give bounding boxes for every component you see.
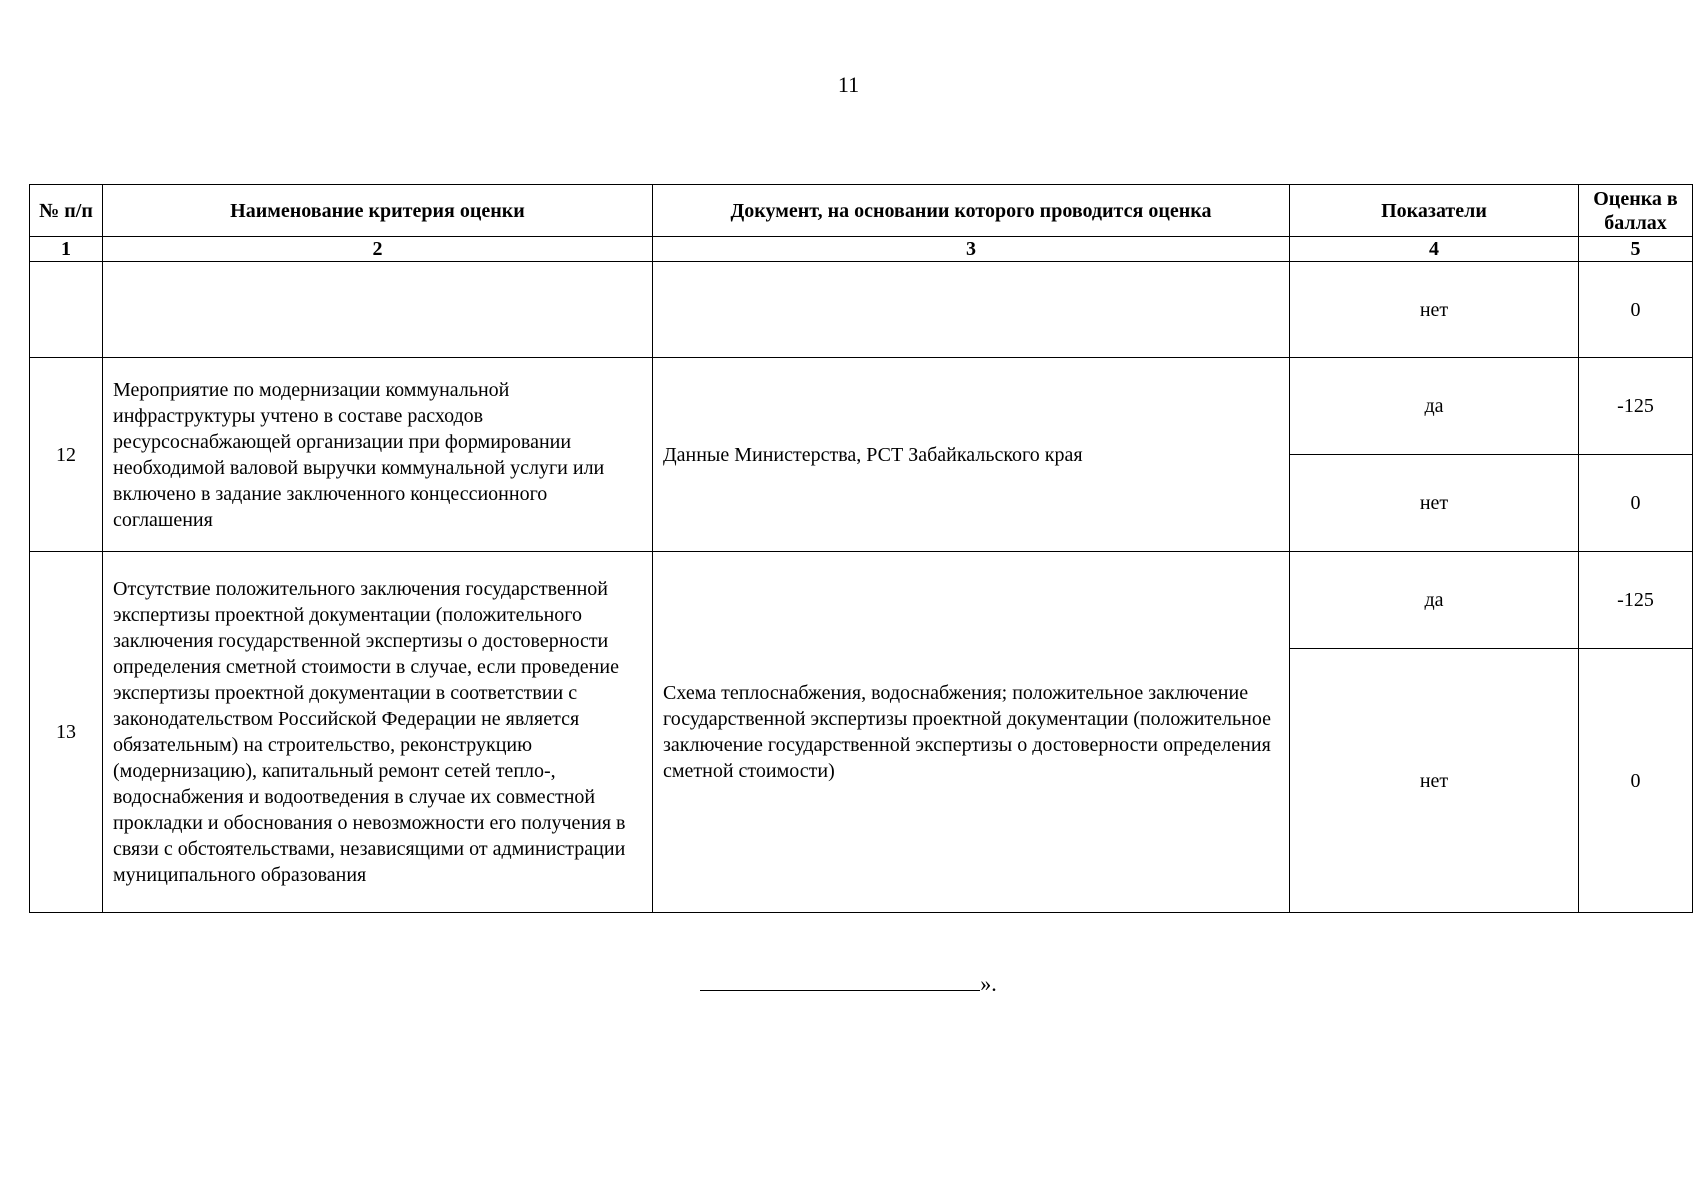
score-cell: 0 [1579,649,1693,913]
indicator-cell: нет [1290,455,1579,552]
column-number: 2 [103,237,653,262]
indicator-cell: нет [1290,262,1579,358]
header-document: Документ, на основании которого проводится оценка [653,185,1290,237]
document-cell [653,262,1290,358]
column-number-row [30,237,1693,262]
table-row-12-yes [30,358,1693,455]
column-number: 5 [1579,237,1693,262]
row-number-cell: 12 [30,358,103,552]
indicator-cell: да [1290,358,1579,455]
score-cell: 0 [1579,455,1693,552]
row-number-cell [30,262,103,358]
score-cell: 0 [1579,262,1693,358]
header-indicators: Показатели [1290,185,1579,237]
column-number: 1 [30,237,103,262]
header-number: № п/п [30,185,103,237]
table-row-13-yes [30,552,1693,649]
score-cell: -125 [1579,358,1693,455]
closing-line [0,970,1697,997]
indicator-cell: да [1290,552,1579,649]
criteria-table [29,184,1693,913]
score-cell: -125 [1579,552,1693,649]
page-number: 11 [837,72,860,97]
criterion-cell [103,262,653,358]
criterion-cell: Отсутствие положительного заключения государственной экспертизы проектной документации (положительного заключения государственной экспертизы о достоверности определения сметной стоимости в случае, если проведение экспертизы проектной документации в соответствии с законодательством Российской Федерации не является обязательным) на строительство, реконструкцию (модернизацию), капитальный ремонт сетей тепло-, водоснабжения и водоотведения в случае их совместной прокладки и обоснования о невозможности его получения в связи с обстоятельствами, независящими от администрации муниципального образования [103,552,653,913]
table-header-row [30,185,1693,237]
closing-quote: ». [980,971,997,996]
blank-underline [700,970,980,991]
header-score: Оценка в баллах [1579,185,1693,237]
criterion-cell: Мероприятие по модернизации коммунальной инфраструктуры учтено в составе расходов ресурсоснабжающей организации при формировании необходимой валовой выручки коммунальной услуги или включено в задание заключенного концессионного соглашения [103,358,653,552]
table-row-continued [30,262,1693,358]
document-cell: Схема теплоснабжения, водоснабжения; положительное заключение государственной экспертизы проектной документации (положительное заключение государственной экспертизы о достоверности определения сметной стоимости) [653,552,1290,913]
row-number-cell: 13 [30,552,103,913]
header-criterion: Наименование критерия оценки [103,185,653,237]
document-cell: Данные Министерства, РСТ Забайкальского края [653,358,1290,552]
column-number: 3 [653,237,1290,262]
indicator-cell: нет [1290,649,1579,913]
column-number: 4 [1290,237,1579,262]
